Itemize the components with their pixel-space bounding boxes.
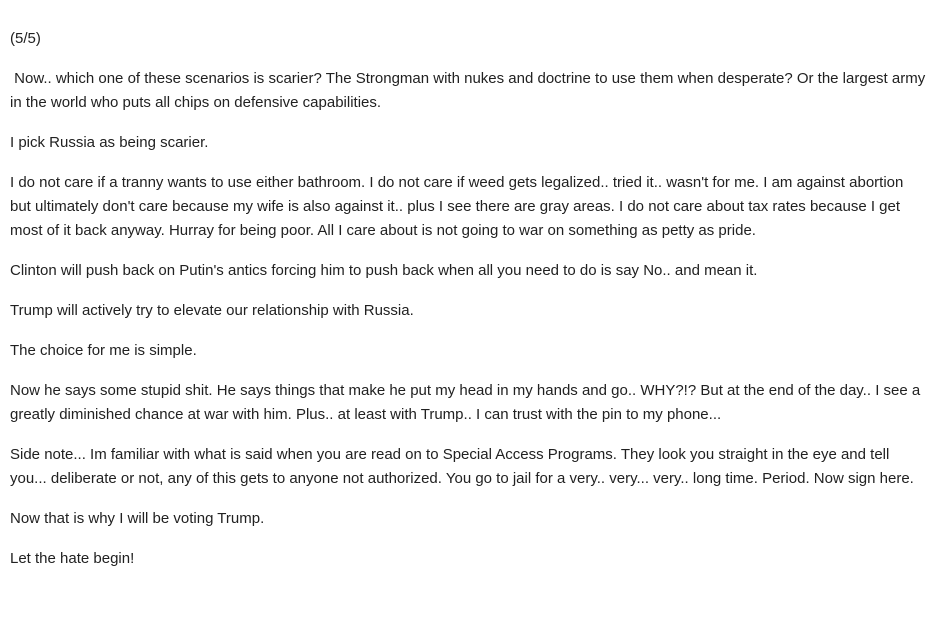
post-paragraph-voting: Now that is why I will be voting Trump. <box>10 510 265 527</box>
post-paragraph-side-note: Side note... Im familiar with what is said when you are read on to Special Access Programs. They look you straight in the eye and tell you... deliberate or not, any of this gets to anyone not authorized. You go to jail for a very.. very... very.. long time. Period. Now sign here. <box>10 446 914 487</box>
post-paragraph-issues: I do not care if a tranny wants to use either bathroom. I do not care if weed gets legalized.. tried it.. wasn't for me. I am against abortion but ultimately don't care because my wife is also against it.. plus I see there are gray areas. I do not care about tax rates because I get most of it back anyway. Hurray for being poor. All I care about is not going to war on something as petty as pride. <box>10 174 908 239</box>
post-paragraph-clinton: Clinton will push back on Putin's antics forcing him to push back when all you need to do is say No.. and mean it. <box>10 262 758 279</box>
post-paragraph-trump: Trump will actively try to elevate our relationship with Russia. <box>10 302 414 319</box>
post-paragraph-choice: The choice for me is simple. <box>10 342 197 359</box>
post-paragraph-stupid: Now he says some stupid shit. He says things that make he put my head in my hands and go.. WHY?!? But at the end of the day.. I see a greatly diminished chance at war with him. Plus.. at least with Trump.. I can trust with the pin to my phone... <box>10 382 925 423</box>
post-part-indicator: (5/5) <box>10 30 41 47</box>
post-paragraph-pick: I pick Russia as being scarier. <box>10 134 209 151</box>
post-paragraph-closing: Let the hate begin! <box>10 550 135 567</box>
post-paragraph-scenarios: Now.. which one of these scenarios is scarier? The Strongman with nukes and doctrine to use them when desperate? Or the largest army in the world who puts all chips on defensive capabilities. <box>10 70 930 111</box>
